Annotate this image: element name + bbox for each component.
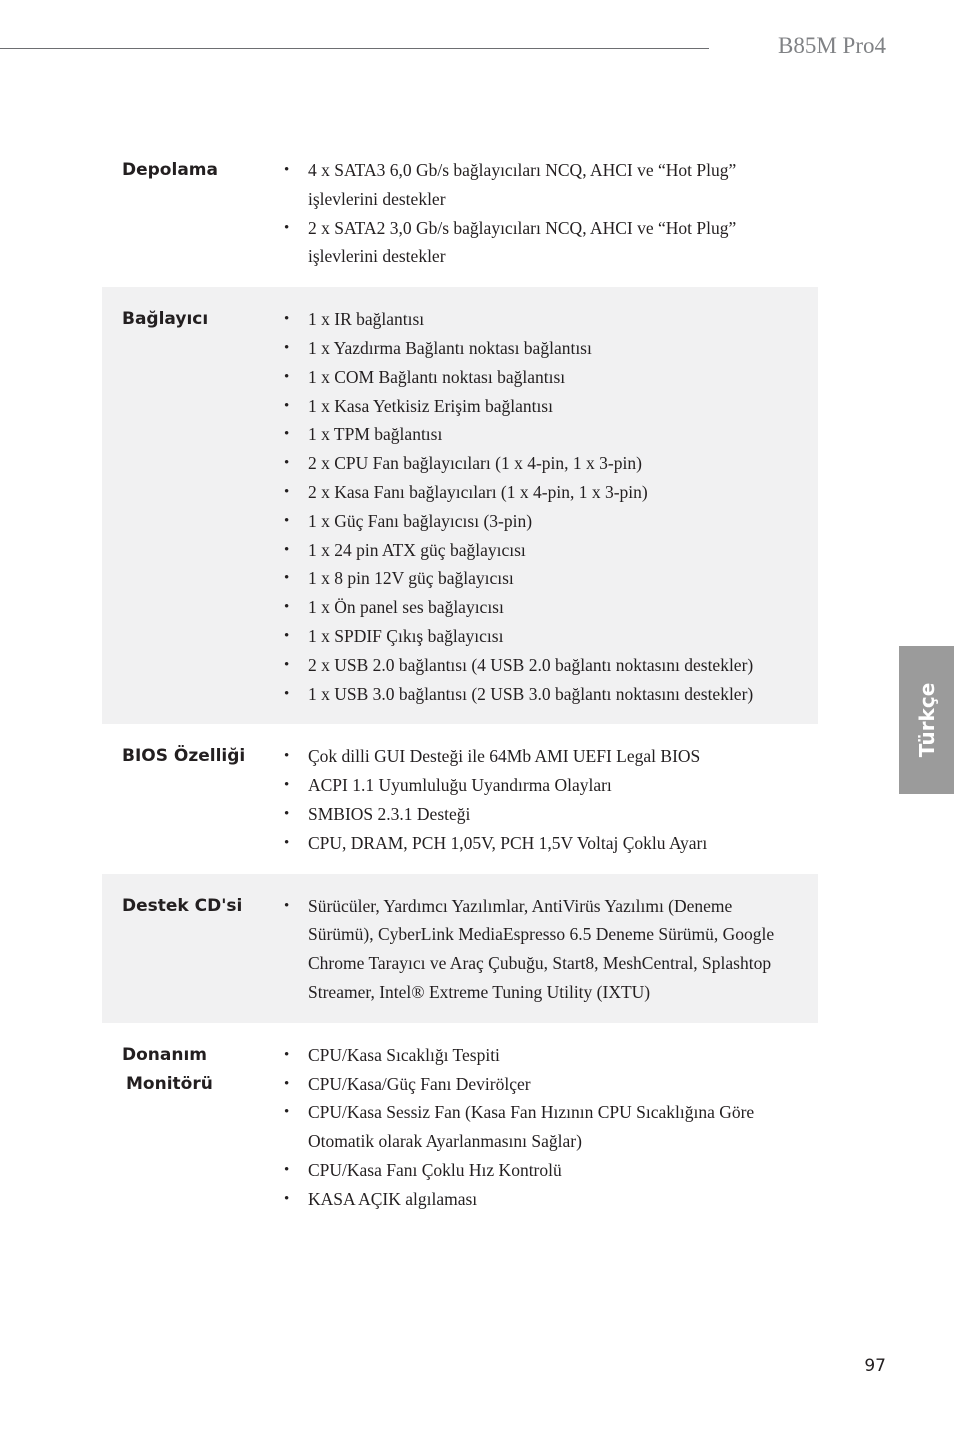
spec-label-line: Depolama <box>122 160 218 180</box>
list-item: • 4 x SATA3 6,0 Gb/s bağlayıcıları NCQ, AHCI ve “Hot Plug” işlevlerini destekler <box>284 156 818 214</box>
bullet-icon: • <box>284 368 290 385</box>
bullet-icon: • <box>284 512 290 529</box>
spec-list <box>284 892 818 1007</box>
spec-row-destek-cd <box>102 874 818 1023</box>
spec-label-line: Donanım <box>122 1044 208 1065</box>
bullet-icon: • <box>284 162 290 178</box>
list-item: • 2 x Kasa Fanı bağlayıcıları (1 x 4-pin, 1 x 3-pin) <box>284 478 818 507</box>
list-item: • 1 x SPDIF Çıkış bağlayıcısı <box>284 622 818 651</box>
bullet-icon: • <box>284 397 290 414</box>
bullet-icon: • <box>284 627 290 644</box>
bullet-icon: • <box>284 455 290 472</box>
bullet-icon: • <box>284 805 290 822</box>
bullet-icon: • <box>284 1075 290 1092</box>
bullet-icon: • <box>284 599 290 616</box>
bullet-icon: • <box>284 748 290 765</box>
page-number: 97 <box>864 1356 886 1376</box>
list-item: • SMBIOS 2.3.1 Desteği <box>284 800 818 829</box>
bullet-icon: • <box>284 339 290 356</box>
list-item: • 1 x 24 pin ATX güç bağlayıcısı <box>284 536 818 565</box>
spec-table <box>102 138 818 1230</box>
header-rule <box>0 48 709 49</box>
spec-list <box>284 305 818 708</box>
bullet-icon: • <box>284 1046 290 1063</box>
list-item: • 1 x Güç Fanı bağlayıcısı (3-pin) <box>284 507 818 536</box>
spec-row-donanim <box>102 1023 818 1230</box>
bullet-icon: • <box>284 311 290 328</box>
list-item: • Sürücüler, Yardımcı Yazılımlar, AntiVirüs Yazılımı (Deneme Sürümü), CyberLink MediaEspresso 6.5 Deneme Sürümü, Google Chrome Tarayıcı ve Araç Çubuğu, Start8, MeshCentral, Splashtop Streamer, Intel® Extreme Tuning Utility (IXTU) <box>284 892 818 1007</box>
spec-list <box>284 1041 818 1214</box>
list-item: • Çok dilli GUI Desteği ile 64Mb AMI UEFI Legal BIOS <box>284 742 818 771</box>
spec-label <box>102 892 284 1007</box>
bullet-icon: • <box>284 897 290 914</box>
list-item: • 1 x Kasa Yetkisiz Erişim bağlantısı <box>284 392 818 421</box>
list-item: • 1 x IR bağlantısı <box>284 305 818 334</box>
bullet-icon: • <box>284 426 290 443</box>
bullet-icon: • <box>284 834 290 851</box>
list-item: • 1 x TPM bağlantısı <box>284 420 818 449</box>
spec-label-line: Monitörü <box>126 1073 213 1094</box>
bullet-icon: • <box>284 541 290 558</box>
list-item: • 2 x USB 2.0 bağlantısı (4 USB 2.0 bağlantı noktasını destekler) <box>284 651 818 680</box>
spec-list <box>284 742 818 857</box>
language-tab[interactable] <box>899 646 954 794</box>
spec-label <box>102 305 284 708</box>
list-item: • CPU/Kasa Fanı Çoklu Hız Kontrolü <box>284 1156 818 1185</box>
bullet-icon: • <box>284 777 290 794</box>
bullet-icon: • <box>284 570 290 587</box>
bullet-icon: • <box>284 483 290 500</box>
bullet-icon: • <box>284 1190 290 1207</box>
spec-row-baglayici <box>102 287 818 724</box>
spec-list <box>284 156 818 271</box>
spec-label-line: Bağlayıcı <box>122 309 209 330</box>
list-item: • 1 x 8 pin 12V güç bağlayıcısı <box>284 564 818 593</box>
list-item: • CPU/Kasa/Güç Fanı Devirölçer <box>284 1070 818 1099</box>
spec-label-line: BIOS Özelliği <box>122 746 246 767</box>
spec-row-bios <box>102 724 818 873</box>
model-name: B85M Pro4 <box>778 33 886 58</box>
list-item: • 2 x CPU Fan bağlayıcıları (1 x 4-pin, 1 x 3-pin) <box>284 449 818 478</box>
spec-label <box>102 156 284 271</box>
spec-label <box>102 1041 284 1214</box>
bullet-icon: • <box>284 1104 290 1121</box>
list-item: • 1 x COM Bağlantı noktası bağlantısı <box>284 363 818 392</box>
list-item: • 2 x SATA2 3,0 Gb/s bağlayıcıları NCQ, AHCI ve “Hot Plug” işlevlerini destekler <box>284 214 818 272</box>
spec-label-line: Destek CD'si <box>122 895 243 916</box>
bullet-icon: • <box>284 1161 290 1178</box>
spec-label <box>102 742 284 857</box>
spec-row-depolama <box>102 138 818 287</box>
list-item: • KASA AÇIK algılaması <box>284 1185 818 1214</box>
list-item: • ACPI 1.1 Uyumluluğu Uyandırma Olayları <box>284 771 818 800</box>
bullet-icon: • <box>284 685 290 702</box>
list-item: • 1 x Ön panel ses bağlayıcısı <box>284 593 818 622</box>
list-item: • CPU, DRAM, PCH 1,05V, PCH 1,5V Voltaj Çoklu Ayarı <box>284 829 818 858</box>
list-item: • CPU/Kasa Sessiz Fan (Kasa Fan Hızının CPU Sıcaklığına Göre Otomatik olarak Ayarlanmasını Sağlar) <box>284 1098 818 1156</box>
list-item: • CPU/Kasa Sıcaklığı Tespiti <box>284 1041 818 1070</box>
list-item: • 1 x USB 3.0 bağlantısı (2 USB 3.0 bağlantı noktasını destekler) <box>284 680 818 709</box>
bullet-icon: • <box>284 219 290 236</box>
bullet-icon: • <box>284 656 290 673</box>
language-tab-label: Türkçe <box>914 682 939 758</box>
list-item: • 1 x Yazdırma Bağlantı noktası bağlantısı <box>284 334 818 363</box>
